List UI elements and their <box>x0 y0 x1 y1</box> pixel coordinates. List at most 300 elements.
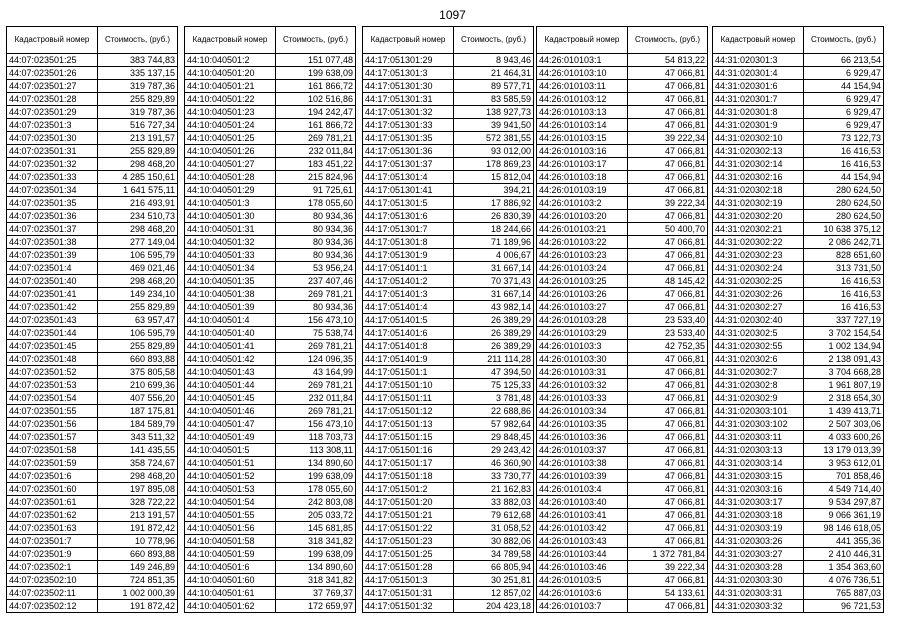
table-row <box>185 158 356 171</box>
table-row <box>363 405 534 418</box>
cost-value: 234 510,73 <box>98 210 178 223</box>
table-row <box>713 262 884 275</box>
cadastral-number: 44:31:020301:8 <box>713 106 804 119</box>
cadastral-number: 44:17:051501:2 <box>363 483 454 496</box>
cost-value: 47 066,81 <box>628 418 708 431</box>
cost-value: 26 389,29 <box>454 340 534 353</box>
cost-value: 469 021,46 <box>98 262 178 275</box>
cost-value: 80 934,36 <box>276 236 356 249</box>
cadastral-number: 44:31:020301:3 <box>713 54 804 67</box>
cadastral-number: 44:17:051401:4 <box>363 301 454 314</box>
cost-value: 161 866,72 <box>276 119 356 132</box>
table-row <box>713 158 884 171</box>
table-header-row <box>363 27 534 54</box>
cost-value: 280 624,50 <box>804 184 884 197</box>
cadastral-number: 44:07:023501:55 <box>7 405 98 418</box>
cost-value: 42 752,35 <box>628 340 708 353</box>
table-row <box>537 119 708 132</box>
cadastral-number: 44:07:023501:63 <box>7 522 98 535</box>
table-row <box>185 379 356 392</box>
cost-value: 79 612,68 <box>454 509 534 522</box>
table-row <box>537 587 708 600</box>
cadastral-number: 44:17:051501:13 <box>363 418 454 431</box>
cadastral-number: 44:07:023501:52 <box>7 366 98 379</box>
header-cadastral: Кадастровый номер <box>7 27 98 54</box>
cadastral-number: 44:17:051401:9 <box>363 353 454 366</box>
cost-value: 106 595,79 <box>98 249 178 262</box>
cadastral-number: 44:31:020302:27 <box>713 301 804 314</box>
cadastral-number: 44:26:010103:2 <box>537 197 628 210</box>
cost-value: 1 961 807,19 <box>804 379 884 392</box>
table-row <box>537 145 708 158</box>
cost-value: 4 033 600,26 <box>804 431 884 444</box>
table-row <box>713 522 884 535</box>
table-row <box>7 457 178 470</box>
cadastral-number: 44:31:020302:25 <box>713 275 804 288</box>
table-row <box>7 197 178 210</box>
table-row <box>7 548 178 561</box>
cost-value: 156 473,10 <box>276 314 356 327</box>
table-row <box>185 535 356 548</box>
cost-value: 255 829,89 <box>98 301 178 314</box>
cost-value: 232 011,84 <box>276 392 356 405</box>
cadastral-number: 44:07:023501:42 <box>7 301 98 314</box>
cost-value: 83 585,59 <box>454 93 534 106</box>
table-row <box>537 561 708 574</box>
cadastral-number: 44:10:040501:44 <box>185 379 276 392</box>
cadastral-number: 44:17:051401:8 <box>363 340 454 353</box>
table-row <box>537 457 708 470</box>
cost-value: 1 641 575,11 <box>98 184 178 197</box>
cost-value: 383 744,83 <box>98 54 178 67</box>
cadastral-number: 44:10:040501:23 <box>185 106 276 119</box>
table-row <box>537 80 708 93</box>
cost-value: 47 066,81 <box>628 470 708 483</box>
cadastral-number: 44:31:020303:27 <box>713 548 804 561</box>
cadastral-table-2 <box>184 26 356 613</box>
table-row <box>713 470 884 483</box>
table-row <box>537 158 708 171</box>
table-row <box>7 340 178 353</box>
cadastral-number: 44:26:010103:24 <box>537 262 628 275</box>
cost-value: 39 222,34 <box>628 197 708 210</box>
cost-value: 47 066,81 <box>628 444 708 457</box>
table-row <box>537 171 708 184</box>
table-row <box>363 197 534 210</box>
table-row <box>537 314 708 327</box>
cost-value: 204 423,18 <box>454 600 534 613</box>
cadastral-number: 44:07:023501:32 <box>7 158 98 171</box>
table-row <box>7 418 178 431</box>
table-row <box>363 366 534 379</box>
cadastral-number: 44:10:040501:4 <box>185 314 276 327</box>
table-row <box>713 444 884 457</box>
cadastral-number: 44:31:020303:32 <box>713 600 804 613</box>
cost-value: 70 371,43 <box>454 275 534 288</box>
table-row <box>537 470 708 483</box>
table-row <box>185 210 356 223</box>
cost-value: 298 468,20 <box>98 470 178 483</box>
cost-value: 75 125,33 <box>454 379 534 392</box>
table-row <box>537 93 708 106</box>
table-row <box>363 535 534 548</box>
cadastral-number: 44:26:010103:1 <box>537 54 628 67</box>
table-row <box>363 171 534 184</box>
header-cost: Стоимость, (руб.) <box>454 27 534 54</box>
table-row <box>7 392 178 405</box>
cadastral-number: 44:31:020303:16 <box>713 483 804 496</box>
cost-value: 16 416,53 <box>804 158 884 171</box>
cadastral-number: 44:10:040501:33 <box>185 249 276 262</box>
table-row <box>7 93 178 106</box>
table-header-row <box>185 27 356 54</box>
cost-value: 184 589,79 <box>98 418 178 431</box>
cadastral-number: 44:07:023501:33 <box>7 171 98 184</box>
table-row <box>713 600 884 613</box>
cost-value: 34 789,58 <box>454 548 534 561</box>
table-row <box>7 184 178 197</box>
cost-value: 215 824,96 <box>276 171 356 184</box>
cadastral-number: 44:26:010103:22 <box>537 236 628 249</box>
cost-value: 21 464,31 <box>454 67 534 80</box>
table-row <box>7 405 178 418</box>
table-row <box>185 80 356 93</box>
cost-value: 26 389,29 <box>454 327 534 340</box>
cadastral-number: 44:26:010103:6 <box>537 587 628 600</box>
table-row <box>537 366 708 379</box>
cadastral-number: 44:17:051501:21 <box>363 509 454 522</box>
cost-value: 47 066,81 <box>628 262 708 275</box>
cost-value: 106 595,79 <box>98 327 178 340</box>
table-row <box>537 431 708 444</box>
cost-value: 255 829,89 <box>98 340 178 353</box>
cadastral-number: 44:17:051401:5 <box>363 314 454 327</box>
table-row <box>7 67 178 80</box>
cadastral-number: 44:07:023501:30 <box>7 132 98 145</box>
cadastral-number: 44:26:010103:23 <box>537 249 628 262</box>
cost-value: 572 381,55 <box>454 132 534 145</box>
table-row <box>713 197 884 210</box>
cadastral-number: 44:31:020303:15 <box>713 470 804 483</box>
cadastral-number: 44:17:051501:25 <box>363 548 454 561</box>
cadastral-number: 44:17:051301:8 <box>363 236 454 249</box>
cadastral-number: 44:10:040501:34 <box>185 262 276 275</box>
cost-value: 98 146 618,05 <box>804 522 884 535</box>
cost-value: 22 688,86 <box>454 405 534 418</box>
cadastral-number: 44:31:020301:4 <box>713 67 804 80</box>
table-row <box>713 561 884 574</box>
cost-value: 161 866,72 <box>276 80 356 93</box>
cost-value: 145 681,85 <box>276 522 356 535</box>
cost-value: 47 066,81 <box>628 600 708 613</box>
cost-value: 6 929,47 <box>804 106 884 119</box>
cost-value: 80 934,36 <box>276 249 356 262</box>
cost-value: 318 341,82 <box>276 535 356 548</box>
cadastral-number: 44:31:020303:13 <box>713 444 804 457</box>
cost-value: 319 787,36 <box>98 80 178 93</box>
cost-value: 102 516,86 <box>276 93 356 106</box>
cadastral-number: 44:31:020303:30 <box>713 574 804 587</box>
cadastral-number: 44:17:051501:16 <box>363 444 454 457</box>
cadastral-number: 44:07:023501:41 <box>7 288 98 301</box>
cost-value: 8 943,46 <box>454 54 534 67</box>
cadastral-number: 44:10:040501:47 <box>185 418 276 431</box>
cost-value: 183 451,22 <box>276 158 356 171</box>
table-row <box>185 223 356 236</box>
cost-value: 134 890,60 <box>276 561 356 574</box>
cost-value: 199 638,09 <box>276 67 356 80</box>
cadastral-number: 44:10:040501:28 <box>185 171 276 184</box>
cadastral-number: 44:31:020303:26 <box>713 535 804 548</box>
table-row <box>363 392 534 405</box>
cost-value: 298 468,20 <box>98 158 178 171</box>
table-row <box>185 54 356 67</box>
cadastral-number: 44:10:040501:29 <box>185 184 276 197</box>
table-row <box>185 561 356 574</box>
table-row <box>363 236 534 249</box>
cadastral-number: 44:10:040501:46 <box>185 405 276 418</box>
table-row <box>185 171 356 184</box>
cadastral-number: 44:26:010103:35 <box>537 418 628 431</box>
table-row <box>185 353 356 366</box>
table-row <box>185 522 356 535</box>
cost-value: 205 033,72 <box>276 509 356 522</box>
cadastral-number: 44:17:051501:22 <box>363 522 454 535</box>
table-row <box>185 405 356 418</box>
cadastral-number: 44:26:010103:4 <box>537 483 628 496</box>
cost-value: 2 507 303,06 <box>804 418 884 431</box>
table-row <box>7 587 178 600</box>
table-row <box>713 275 884 288</box>
cost-value: 441 355,36 <box>804 535 884 548</box>
cost-value: 216 493,91 <box>98 197 178 210</box>
cadastral-number: 44:07:023502:10 <box>7 574 98 587</box>
cost-value: 47 066,81 <box>628 483 708 496</box>
cadastral-number: 44:07:023502:11 <box>7 587 98 600</box>
cost-value: 1 439 413,71 <box>804 405 884 418</box>
cost-value: 18 244,66 <box>454 223 534 236</box>
cost-value: 47 066,81 <box>628 288 708 301</box>
cadastral-table-1 <box>6 26 178 613</box>
cost-value: 194 242,47 <box>276 106 356 119</box>
cost-value: 63 957,47 <box>98 314 178 327</box>
cost-value: 47 066,81 <box>628 236 708 249</box>
cadastral-number: 44:07:023501:39 <box>7 249 98 262</box>
cadastral-number: 44:31:020302:20 <box>713 210 804 223</box>
cadastral-number: 44:26:010103:27 <box>537 301 628 314</box>
table-row <box>363 418 534 431</box>
table-row <box>185 574 356 587</box>
cost-value: 298 468,20 <box>98 223 178 236</box>
cost-value: 191 872,42 <box>98 522 178 535</box>
table-row <box>713 340 884 353</box>
cadastral-number: 44:31:020302:23 <box>713 249 804 262</box>
cost-value: 178 869,23 <box>454 158 534 171</box>
cost-value: 47 066,81 <box>628 249 708 262</box>
table-row <box>537 405 708 418</box>
table-row <box>363 314 534 327</box>
cadastral-number: 44:10:040501:38 <box>185 288 276 301</box>
cadastral-number: 44:10:040501:24 <box>185 119 276 132</box>
cadastral-number: 44:26:010103:34 <box>537 405 628 418</box>
cost-value: 31 667,14 <box>454 262 534 275</box>
cost-value: 213 191,57 <box>98 509 178 522</box>
cost-value: 149 246,89 <box>98 561 178 574</box>
table-row <box>363 509 534 522</box>
table-row <box>363 80 534 93</box>
cadastral-number: 44:07:023501:45 <box>7 340 98 353</box>
cadastral-number: 44:07:023501:3 <box>7 119 98 132</box>
table-row <box>185 67 356 80</box>
cadastral-number: 44:31:020302:24 <box>713 262 804 275</box>
cost-value: 269 781,21 <box>276 132 356 145</box>
table-row <box>537 496 708 509</box>
cadastral-number: 44:31:020302:26 <box>713 288 804 301</box>
table-row <box>7 353 178 366</box>
cadastral-table-5 <box>712 26 884 613</box>
cost-value: 10 778,96 <box>98 535 178 548</box>
table-row <box>7 327 178 340</box>
table-row <box>185 145 356 158</box>
cost-value: 178 055,60 <box>276 197 356 210</box>
cadastral-number: 44:17:051301:36 <box>363 145 454 158</box>
cost-value: 39 222,34 <box>628 132 708 145</box>
cadastral-number: 44:26:010103:11 <box>537 80 628 93</box>
table-row <box>185 600 356 613</box>
cadastral-number: 44:07:023501:61 <box>7 496 98 509</box>
cadastral-number: 44:17:051401:2 <box>363 275 454 288</box>
cost-value: 47 066,81 <box>628 184 708 197</box>
cadastral-number: 44:07:023501:43 <box>7 314 98 327</box>
table-row <box>7 431 178 444</box>
cadastral-number: 44:10:040501:42 <box>185 353 276 366</box>
cost-value: 124 096,35 <box>276 353 356 366</box>
table-row <box>363 340 534 353</box>
cost-value: 343 511,32 <box>98 431 178 444</box>
table-row <box>713 249 884 262</box>
cadastral-number: 44:10:040501:6 <box>185 561 276 574</box>
table-row <box>713 457 884 470</box>
table-row <box>713 353 884 366</box>
cadastral-number: 44:10:040501:35 <box>185 275 276 288</box>
table-row <box>537 262 708 275</box>
table-row <box>713 574 884 587</box>
cadastral-number: 44:10:040501:31 <box>185 223 276 236</box>
cost-value: 93 012,00 <box>454 145 534 158</box>
table-row <box>537 509 708 522</box>
table-row <box>7 262 178 275</box>
cost-value: 44 154,94 <box>804 80 884 93</box>
table-row <box>537 301 708 314</box>
cadastral-number: 44:10:040501:51 <box>185 457 276 470</box>
cost-value: 17 886,92 <box>454 197 534 210</box>
cost-value: 255 829,89 <box>98 145 178 158</box>
cadastral-number: 44:10:040501:32 <box>185 236 276 249</box>
cost-value: 47 066,81 <box>628 158 708 171</box>
cadastral-number: 44:31:020302:19 <box>713 197 804 210</box>
cost-value: 47 066,81 <box>628 106 708 119</box>
cost-value: 33 730,77 <box>454 470 534 483</box>
cost-value: 149 234,10 <box>98 288 178 301</box>
cadastral-number: 44:07:023501:29 <box>7 106 98 119</box>
table-row <box>185 418 356 431</box>
table-row <box>7 54 178 67</box>
table-row <box>363 54 534 67</box>
table-row <box>363 496 534 509</box>
table-row <box>537 392 708 405</box>
cost-value: 516 727,34 <box>98 119 178 132</box>
table-row <box>537 197 708 210</box>
table-row <box>713 106 884 119</box>
table-row <box>185 197 356 210</box>
cadastral-number: 44:26:010103:5 <box>537 574 628 587</box>
cadastral-number: 44:07:023501:44 <box>7 327 98 340</box>
cost-value: 269 781,21 <box>276 405 356 418</box>
cost-value: 298 468,20 <box>98 275 178 288</box>
table-row <box>185 431 356 444</box>
cadastral-number: 44:17:051501:15 <box>363 431 454 444</box>
cost-value: 724 851,35 <box>98 574 178 587</box>
cost-value: 269 781,21 <box>276 379 356 392</box>
table-row <box>713 67 884 80</box>
cadastral-number: 44:26:010103:21 <box>537 223 628 236</box>
cost-value: 66 213,54 <box>804 54 884 67</box>
cadastral-number: 44:31:020302:8 <box>713 379 804 392</box>
cost-value: 47 066,81 <box>628 457 708 470</box>
cadastral-number: 44:26:010103:15 <box>537 132 628 145</box>
cost-value: 9 066 361,19 <box>804 509 884 522</box>
cadastral-number: 44:10:040501:52 <box>185 470 276 483</box>
cadastral-number: 44:17:051301:35 <box>363 132 454 145</box>
table-row <box>363 561 534 574</box>
cadastral-number: 44:07:023501:60 <box>7 483 98 496</box>
table-row <box>537 418 708 431</box>
table-row <box>713 509 884 522</box>
cadastral-number: 44:31:020303:19 <box>713 522 804 535</box>
table-row <box>7 379 178 392</box>
table-row <box>713 145 884 158</box>
table-row <box>363 548 534 561</box>
cost-value: 47 066,81 <box>628 93 708 106</box>
cadastral-number: 44:07:023501:25 <box>7 54 98 67</box>
cadastral-number: 44:26:010103:32 <box>537 379 628 392</box>
cost-value: 43 982,14 <box>454 301 534 314</box>
cost-value: 47 066,81 <box>628 366 708 379</box>
cadastral-number: 44:26:010103:17 <box>537 158 628 171</box>
cost-value: 2 318 654,30 <box>804 392 884 405</box>
cost-value: 29 848,45 <box>454 431 534 444</box>
table-row <box>537 106 708 119</box>
cost-value: 1 354 363,60 <box>804 561 884 574</box>
table-row <box>537 444 708 457</box>
table-row <box>713 535 884 548</box>
cadastral-number: 44:31:020303:11 <box>713 431 804 444</box>
cost-value: 43 164,99 <box>276 366 356 379</box>
cost-value: 187 175,81 <box>98 405 178 418</box>
cost-value: 313 731,50 <box>804 262 884 275</box>
cost-value: 53 956,24 <box>276 262 356 275</box>
table-row <box>185 366 356 379</box>
cadastral-number: 44:17:051501:1 <box>363 366 454 379</box>
cadastral-number: 44:07:023501:53 <box>7 379 98 392</box>
cost-value: 96 721,53 <box>804 600 884 613</box>
cadastral-number: 44:26:010103:29 <box>537 327 628 340</box>
cadastral-number: 44:10:040501:54 <box>185 496 276 509</box>
table-row <box>713 548 884 561</box>
cost-value: 29 243,42 <box>454 444 534 457</box>
table-row <box>713 132 884 145</box>
cost-value: 191 872,42 <box>98 600 178 613</box>
